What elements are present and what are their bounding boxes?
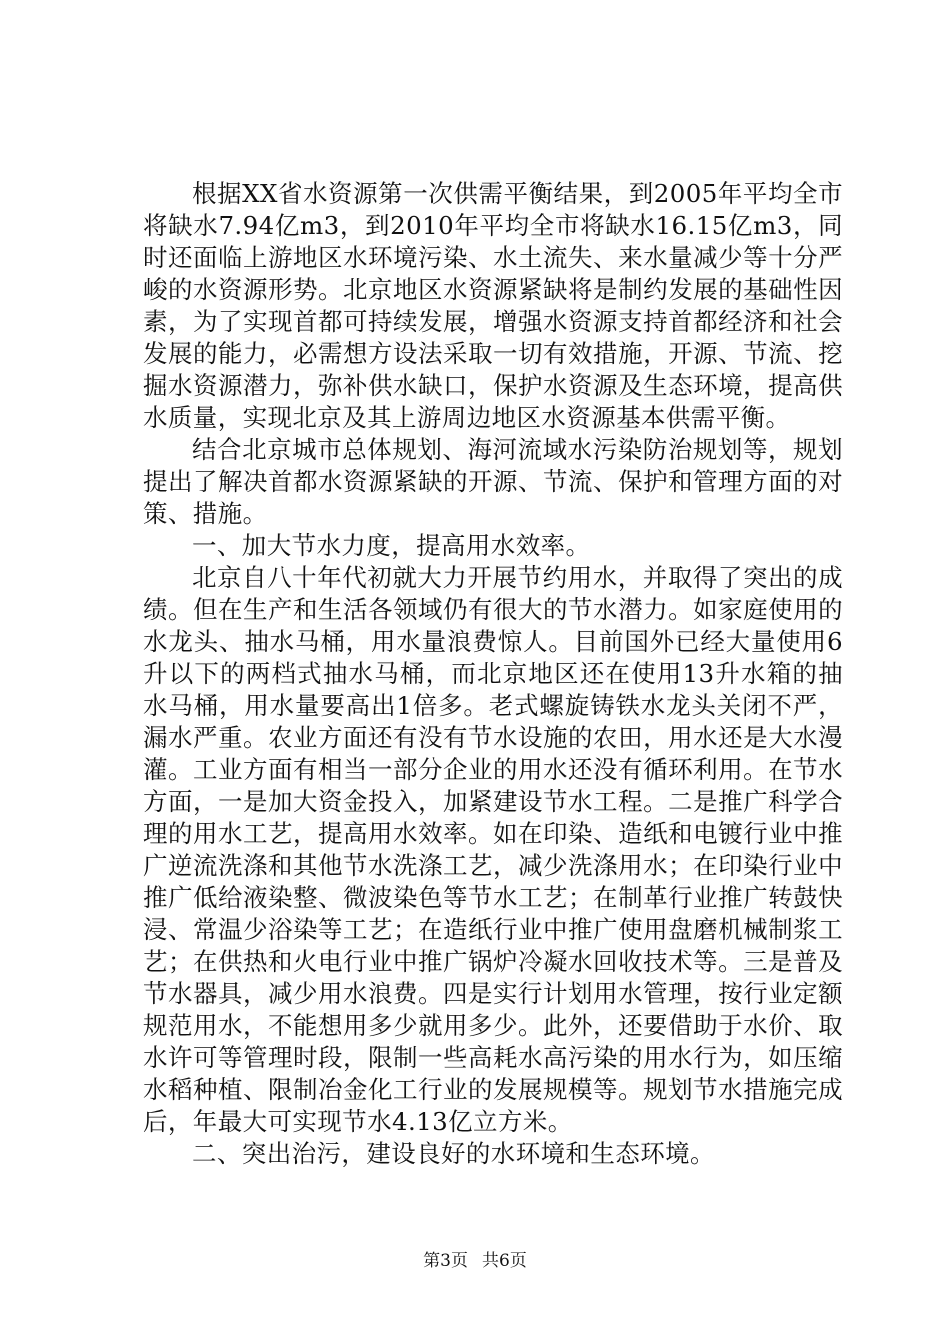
paragraph-planning-measures: 结合北京城市总体规划、海河流域水污染防治规划等，规划提出了解决首都水资源紧缺的开源、节流、保护和管理方面的对策、措施。 — [143, 435, 843, 528]
paragraph-water-shortage: 根据XX省水资源第一次供需平衡结果，到2005年平均全市将缺水7.94亿m3，到2010年平均全市将缺水16.15亿m3，同时还面临上游地区水环境污染、水土流失、来水量减少等十分严峻的水资源形势。北京地区水资源紧缺将是制约发展的基础性因素，为了实现首都可持续发展，增强水资源支持首都经济和社会发展的能力，必需想方设法采取一切有效措施，开源、节流、挖掘水资源潜力，弥补供水缺口，保护水资源及生态环境，提高供水质量，实现北京及其上游周边地区水资源基本供需平衡。 — [143, 179, 843, 432]
page-footer — [0, 1250, 950, 1272]
document-body — [143, 178, 843, 1170]
section-heading-pollution-control: 二、突出治污，建设良好的水环境和生态环境。 — [192, 1139, 715, 1168]
section-heading-water-saving: 一、加大节水力度，提高用水效率。 — [192, 531, 591, 560]
page-number: 第3页 — [423, 1251, 468, 1271]
page-total: 共6页 — [482, 1251, 527, 1271]
paragraph-water-saving: 北京自八十年代初就大力开展节约用水，并取得了突出的成绩。但在生产和生活各领域仍有很大的节水潜力。如家庭使用的水龙头、抽水马桶，用水量浪费惊人。目前国外已经大量使用6升以下的两档式抽水马桶，而北京地区还在使用13升水箱的抽水马桶，用水量要高出1倍多。老式螺旋铸铁水龙头关闭不严，漏水严重。农业方面还有没有节水设施的农田，用水还是大水漫灌。工业方面有相当一部分企业的用水还没有循环利用。在节水方面，一是加大资金投入，加紧建设节水工程。二是推广科学合理的用水工艺，提高用水效率。如在印染、造纸和电镀行业中推广逆流洗涤和其他节水洗涤工艺，减少洗涤用水；在印染行业中推广低给液染整、微波染色等节水工艺；在制革行业推广转鼓快浸、常温少浴染等工艺；在造纸行业中推广使用盘磨机械制浆工艺；在供热和火电行业中推广锅炉冷凝水回收技术等。三是普及节水器具，减少用水浪费。四是实行计划用水管理，按行业定额规范用水，不能想用多少就用多少。此外，还要借助于水价、取水许可等管理时段，限制一些高耗水高污染的用水行为，如压缩水稻种植、限制冶金化工行业的发展规模等。规划节水措施完成后，年最大可实现节水4.13亿立方米。 — [143, 563, 843, 1136]
